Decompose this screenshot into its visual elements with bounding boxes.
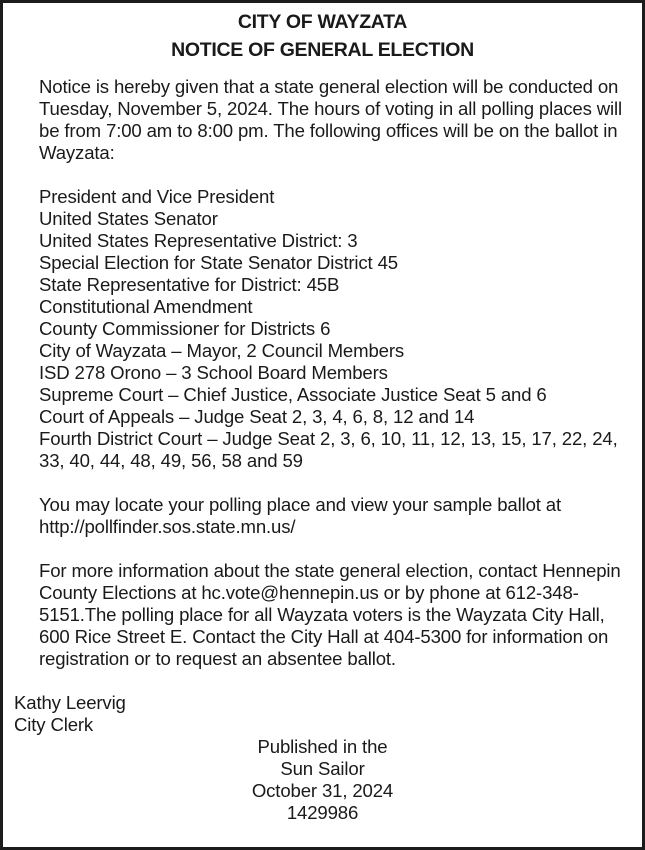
newspaper-name: Sun Sailor [280, 758, 365, 779]
clerk-name: Kathy Leervig [14, 692, 126, 713]
office-item: ISD 278 Orono – 3 School Board Members [39, 362, 388, 383]
notice-id: 1429986 [286, 802, 359, 823]
office-list [39, 186, 634, 472]
office-item: Constitutional Amendment [39, 296, 253, 317]
intro-paragraph: Notice is hereby given that a state general election will be conducted on Tuesday, November 5, 2024. The hours of voting in all polling places will be from 7:00 am to 8:00 pm. The following offices will be on the ballot in Wayzata: [39, 76, 622, 163]
clerk-title: City Clerk [14, 714, 94, 735]
polling-place-text: You may locate your polling place and view your sample ballot at [39, 494, 562, 515]
office-item: Special Election for State Senator District 45 [39, 252, 398, 273]
contact-paragraph: For more information about the state general election, contact Hennepin County Elections at hc.vote@hennepin.us or by phone at 612-348-5151.The polling place for all Wayzata voters is the Wayzata City Hall, 600 Rice Street E. Contact the City Hall at 404-5300 for information on registration or to request an absentee ballot. [39, 560, 621, 669]
signature-block [3, 692, 642, 736]
office-item: President and Vice President [39, 186, 275, 207]
office-item: United States Representative District: 3 [39, 230, 358, 251]
notice-body [3, 76, 642, 670]
title-notice: NOTICE OF GENERAL ELECTION [171, 39, 474, 61]
office-item: Court of Appeals – Judge Seat 2, 3, 4, 6, 8, 12 and 14 [39, 406, 475, 427]
office-item: County Commissioner for Districts 6 [39, 318, 331, 339]
office-item: United States Senator [39, 208, 218, 229]
published-in-label: Published in the [257, 736, 388, 757]
notice-title [3, 3, 642, 64]
publication-date: October 31, 2024 [251, 780, 394, 801]
publication-info [3, 736, 642, 824]
polling-place-paragraph [39, 494, 634, 538]
office-item: City of Wayzata – Mayor, 2 Council Members [39, 340, 405, 361]
title-city: CITY OF WAYZATA [237, 11, 408, 33]
office-item: Supreme Court – Chief Justice, Associate Justice Seat 5 and 6 [39, 384, 547, 405]
office-item: State Representative for District: 45B [39, 274, 340, 295]
office-item: Fourth District Court – Judge Seat 2, 3, 6, 10, 11, 12, 13, 15, 17, 22, 24, 33, 40, 44, 48, 49, 56, 58 and 59 [39, 428, 618, 471]
pollfinder-url: http://pollfinder.sos.state.mn.us/ [39, 516, 296, 537]
